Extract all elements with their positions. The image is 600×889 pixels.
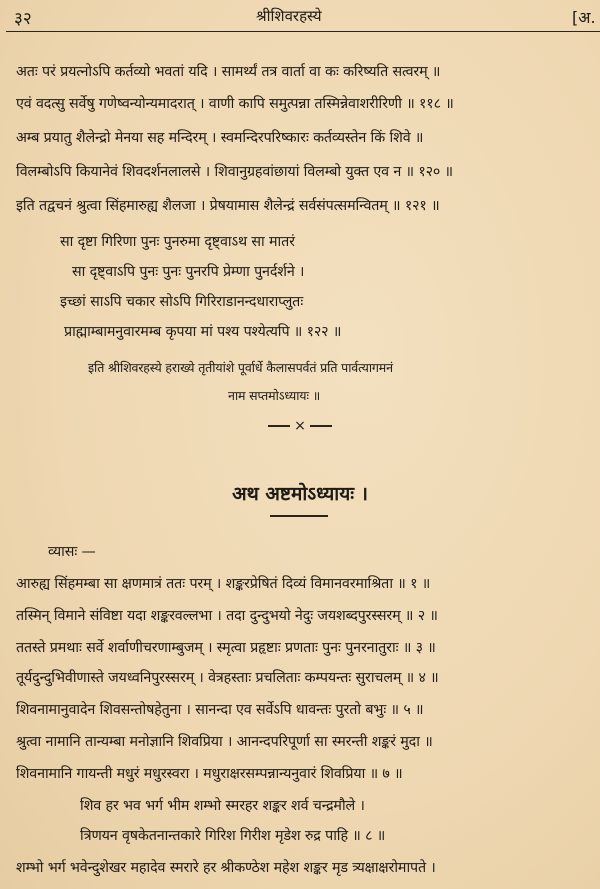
chapter-heading: अथ अष्टमोऽध्यायः । <box>232 483 368 505</box>
verse-line: विलम्बोऽपि कियानेवं शिवदर्शनलालसे । शिवानुग्रहवांछायां विलम्बो युक्त एव न ॥ १२० ॥ <box>16 164 453 180</box>
verse-line-indented: सा दृष्ट्वाऽपि पुनः पुनः पुनरपि प्रेम्णा पुनर्दर्शने । <box>72 264 305 280</box>
colophon-line: नाम सप्तमोऽध्यायः ॥ <box>228 388 321 403</box>
verse-line: आरुह्य सिंहमम्बा सा क्षणमात्रं ततः परम् । शङ्करप्रेषितं दिव्यं विमानवरमाश्रिता ॥ १ ॥ <box>16 576 431 592</box>
separator-dash <box>310 425 332 427</box>
verse-line: इति तद्वचनं श्रुत्वा सिंहमारुह्य शैलजा । प्रेषयामास शैलेन्द्रं सर्वसंपत्समन्वितम् ॥ १२१ ॥ <box>16 198 440 214</box>
separator-cross: × <box>294 418 306 434</box>
running-title: श्रीशिवरहस्ये <box>256 7 322 25</box>
section-separator <box>0 418 600 434</box>
verse-line: अम्ब प्रयातु शैलेन्द्रो मेनया सह मन्दिरम् । स्वमन्दिरपरिष्कारः कर्तव्यस्तेन किं शिवे ॥ <box>16 130 424 146</box>
verse-line-indented: शिव हर भव भर्ग भीम शम्भो स्मरहर शङ्कर शर्व चन्द्रमौले । <box>80 798 365 814</box>
verse-line: श्रुत्वा नामानि तान्यम्बा मनोज्ञानि शिवप्रिया । आनन्दपरिपूर्णा सा स्मरन्ती शङ्करं मुदा ॥ <box>16 734 433 750</box>
verse-line: शम्भो भर्ग भवेन्दुशेखर महादेव स्मरारे हर श्रीकण्ठेश महेश शङ्कर मृड त्र्यक्षाक्षरोमापते । <box>16 860 436 876</box>
page-number: ३२ <box>14 9 32 29</box>
verse-line-indented: इच्छां साऽपि चकार सोऽपि गिरिराडानन्दधाराप्लुतः <box>60 294 304 310</box>
verse-line: शिवनामानि गायन्ती मधुरं मधुरस्वरा । मधुराक्षरसम्पन्नान्यनुवारं शिवप्रिया ॥ ७ ॥ <box>16 766 403 782</box>
verse-line: ततस्ते प्रमथाः सर्वे शर्वाणीचरणाम्बुजम् । स्मृत्वा प्रहृष्टाः प्रणताः पुनः पुनरनातुराः ॥ ३ ॥ <box>16 640 436 656</box>
verse-line: तस्मिन् विमाने संविष्टा यदा शङ्करवल्लभा । तदा दुन्दुभयो नेदुः जयशब्दपुरस्सरम् ॥ २ ॥ <box>16 608 438 624</box>
separator-dash <box>268 425 290 427</box>
verse-line-indented: सा दृष्टा गिरिणा पुनः पुनरुमा दृष्ट्वाऽथ सा मातरं <box>60 234 295 250</box>
verse-line: अतः परं प्रयत्नोऽपि कर्तव्यो भवतां यदि । सामर्थ्यं तत्र वार्ता वा कः करिष्यति सत्वरम् ॥ <box>16 64 441 80</box>
heading-underline <box>270 515 328 517</box>
header-rule <box>6 31 600 32</box>
verse-line: शिवनामानुवादेन शिवसन्तोषहेतुना । सानन्दा एव सर्वेऽपि धावन्तः पुरतो बभुः ॥ ५ ॥ <box>16 702 424 718</box>
colophon-line: इति श्रीशिवरहस्ये हराख्ये तृतीयांशे पूर्वार्धे कैलासपर्वतं प्रति पार्वत्यागमनं <box>88 360 393 375</box>
verse-line-indented: प्राह्माम्बामनुवारमम्ब कृपया मां पश्य पश्येत्यपि ॥ १२२ ॥ <box>64 324 342 340</box>
verse-line-indented: त्रिणयन वृषकेतनान्तकारे गिरिश गिरीश मृडेश रुद्र पाहि ॥ ८ ॥ <box>80 828 386 844</box>
speaker-label: व्यासः — <box>48 544 96 560</box>
section-marker: [अ. <box>572 8 596 27</box>
verse-line: एवं वदत्सु सर्वेषु गणेष्वन्योन्यमादरात् । वाणी कापि समुत्पन्ना तस्मिन्नेवाशरीरिणी ॥ ११८ ॥ <box>16 96 454 112</box>
verse-line: तूर्यदुन्दुभिवीणास्ते जयध्वनिपुरस्सरम् । वेत्रहस्ताः प्रचलिताः कम्पयन्तः सुराचलम् ॥ ४ ॥ <box>16 670 439 686</box>
